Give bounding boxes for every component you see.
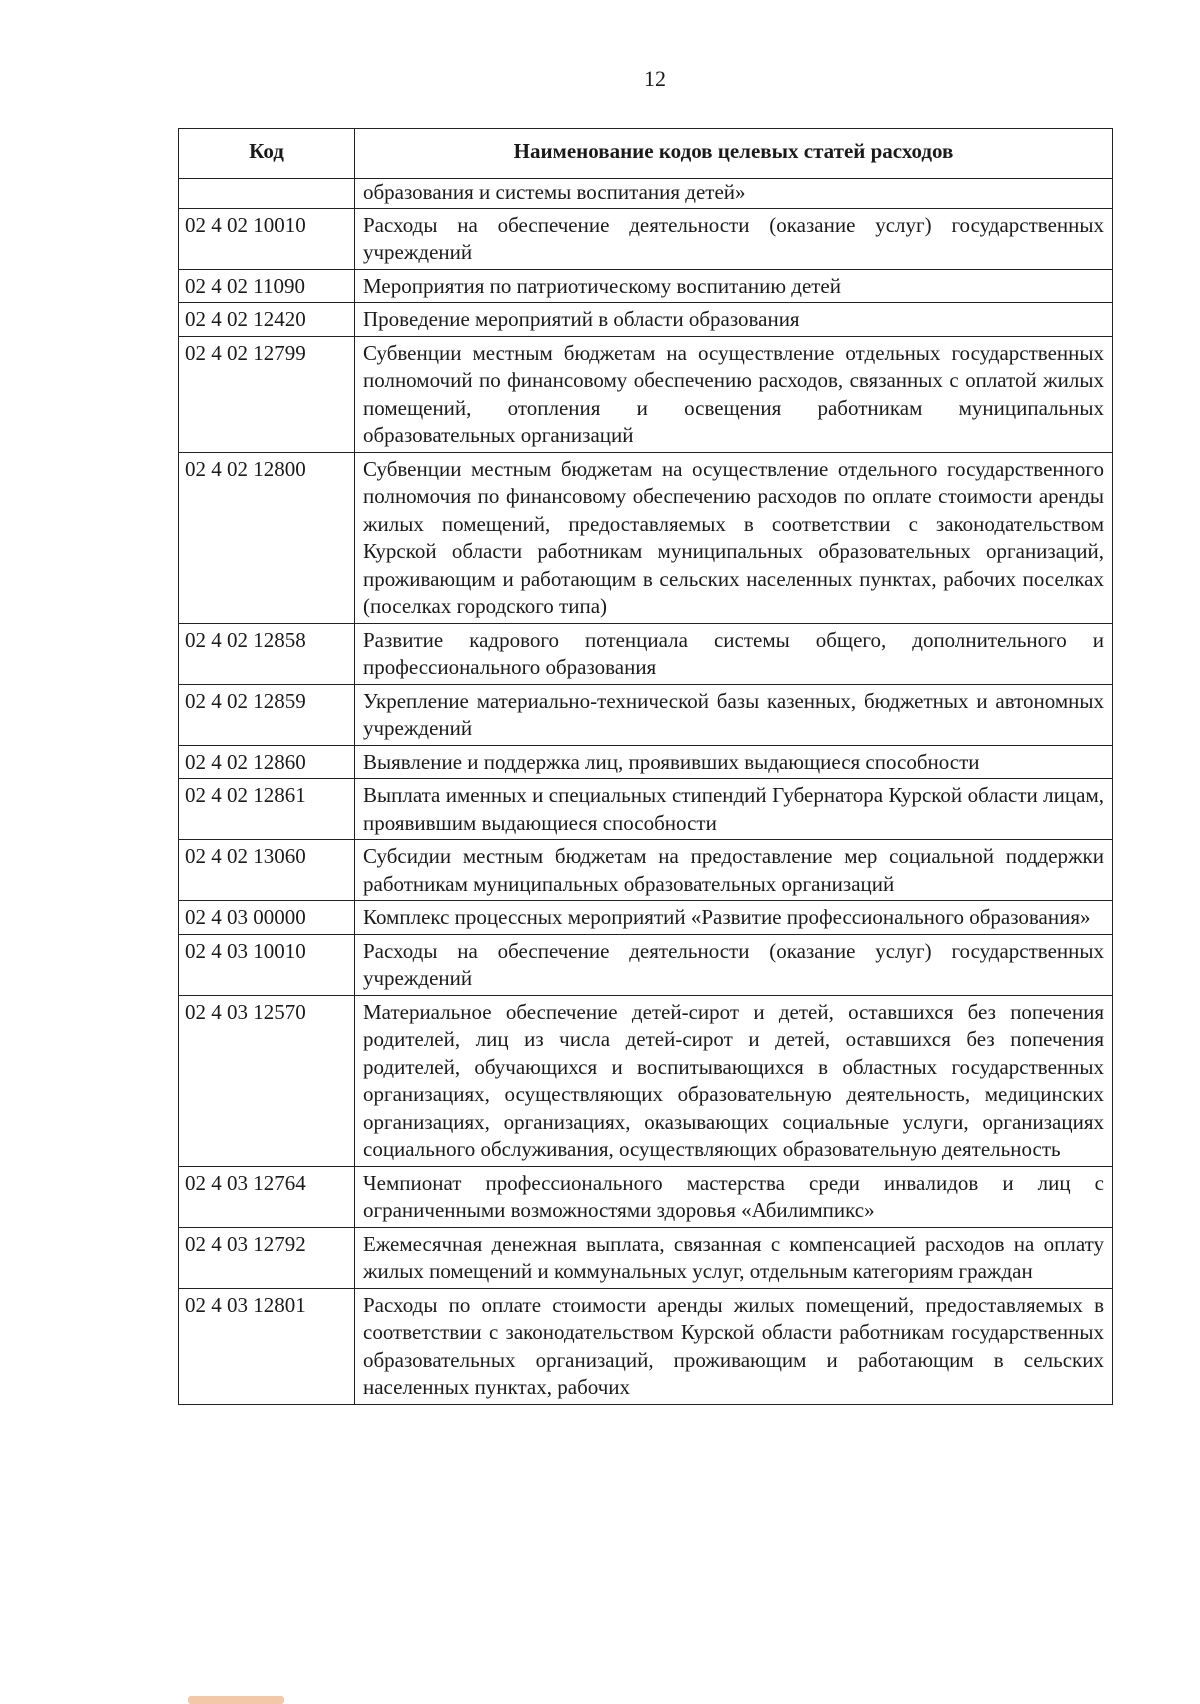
table-row: [179, 995, 1113, 1166]
table-row: [179, 623, 1113, 684]
name-cell: Расходы на обеспечение деятельности (оказание услуг) государственных учреждений: [355, 208, 1113, 269]
target-expense-codes-table: [178, 128, 1113, 1405]
table-row: [179, 779, 1113, 840]
code-cell: 02 4 02 11090: [179, 269, 355, 303]
code-cell: 02 4 02 12858: [179, 623, 355, 684]
code-cell: 02 4 02 12859: [179, 684, 355, 745]
table-row: [179, 1288, 1113, 1404]
code-cell-empty: [179, 179, 355, 209]
name-cell: Развитие кадрового потенциала системы общего, дополнительного и профессионального образования: [355, 623, 1113, 684]
name-cell: Расходы по оплате стоимости аренды жилых помещений, предоставляемых в соответствии с законодательством Курской области работникам государственных образовательных организаций, проживающим и работающим в сельских населенных пунктах, рабочих: [355, 1288, 1113, 1404]
table-row: [179, 840, 1113, 901]
table-row-continuation: [179, 179, 1113, 209]
code-cell: 02 4 03 12570: [179, 995, 355, 1166]
table-row: [179, 1227, 1113, 1288]
name-cell: Выплата именных и специальных стипендий Губернатора Курской области лицам, проявившим выдающиеся способности: [355, 779, 1113, 840]
table-row: [179, 303, 1113, 337]
header-code: Код: [179, 129, 355, 179]
code-cell: 02 4 02 12799: [179, 336, 355, 452]
code-cell: 02 4 02 12861: [179, 779, 355, 840]
name-cell: Субвенции местным бюджетам на осуществление отдельных государственных полномочий по финансовому обеспечению расходов, связанных с оплатой жилых помещений, отопления и освещения работникам муниципальных образовательных организаций: [355, 336, 1113, 452]
code-cell: 02 4 02 12420: [179, 303, 355, 337]
name-cell: Выявление и поддержка лиц, проявивших выдающиеся способности: [355, 745, 1113, 779]
table-row: [179, 452, 1113, 623]
code-cell: 02 4 03 12764: [179, 1166, 355, 1227]
name-cell: Субсидии местным бюджетам на предоставление мер социальной поддержки работникам муниципальных образовательных организаций: [355, 840, 1113, 901]
scan-artifact-mark: [188, 1696, 284, 1704]
table-row: [179, 684, 1113, 745]
table-header-row: [179, 129, 1113, 179]
name-cell: Укрепление материально-технической базы казенных, бюджетных и автономных учреждений: [355, 684, 1113, 745]
table-row: [179, 269, 1113, 303]
page-number: 12: [644, 66, 666, 91]
code-cell: 02 4 03 10010: [179, 934, 355, 995]
name-cell: Мероприятия по патриотическому воспитанию детей: [355, 269, 1113, 303]
name-cell-continuation: образования и системы воспитания детей»: [355, 179, 1113, 209]
table-row: [179, 208, 1113, 269]
name-cell: Ежемесячная денежная выплата, связанная с компенсацией расходов на оплату жилых помещений и коммунальных услуг, отдельным категориям граждан: [355, 1227, 1113, 1288]
code-cell: 02 4 02 12800: [179, 452, 355, 623]
header-name: Наименование кодов целевых статей расходов: [355, 129, 1113, 179]
name-cell: Расходы на обеспечение деятельности (оказание услуг) государственных учреждений: [355, 934, 1113, 995]
code-cell: 02 4 02 13060: [179, 840, 355, 901]
table-row: [179, 745, 1113, 779]
table-row: [179, 934, 1113, 995]
table-row: [179, 1166, 1113, 1227]
table-row: [179, 901, 1113, 935]
name-cell: Проведение мероприятий в области образования: [355, 303, 1113, 337]
code-cell: 02 4 03 12792: [179, 1227, 355, 1288]
code-cell: 02 4 02 12860: [179, 745, 355, 779]
name-cell: Материальное обеспечение детей-сирот и детей, оставшихся без попечения родителей, лиц из числа детей-сирот и детей, оставшихся без попечения родителей, обучающихся и воспитывающихся в областных государственных организациях, осуществляющих образовательную деятельность, медицинских организациях, организациях, оказывающих социальные услуги, организациях социального обслуживания, осуществляющих образовательную деятельность: [355, 995, 1113, 1166]
code-cell: 02 4 03 12801: [179, 1288, 355, 1404]
code-cell: 02 4 02 10010: [179, 208, 355, 269]
name-cell: Комплекс процессных мероприятий «Развитие профессионального образования»: [355, 901, 1113, 935]
table-row: [179, 336, 1113, 452]
code-cell: 02 4 03 00000: [179, 901, 355, 935]
name-cell: Субвенции местным бюджетам на осуществление отдельного государственного полномочия по финансовому обеспечению расходов по оплате стоимости аренды жилых помещений, предоставляемых в соответствии с законодательством Курской области работникам муниципальных образовательных организаций, проживающим и работающим в сельских населенных пунктах, рабочих поселках (поселках городского типа): [355, 452, 1113, 623]
name-cell: Чемпионат профессионального мастерства среди инвалидов и лиц с ограниченными возможностями здоровья «Абилимпикс»: [355, 1166, 1113, 1227]
